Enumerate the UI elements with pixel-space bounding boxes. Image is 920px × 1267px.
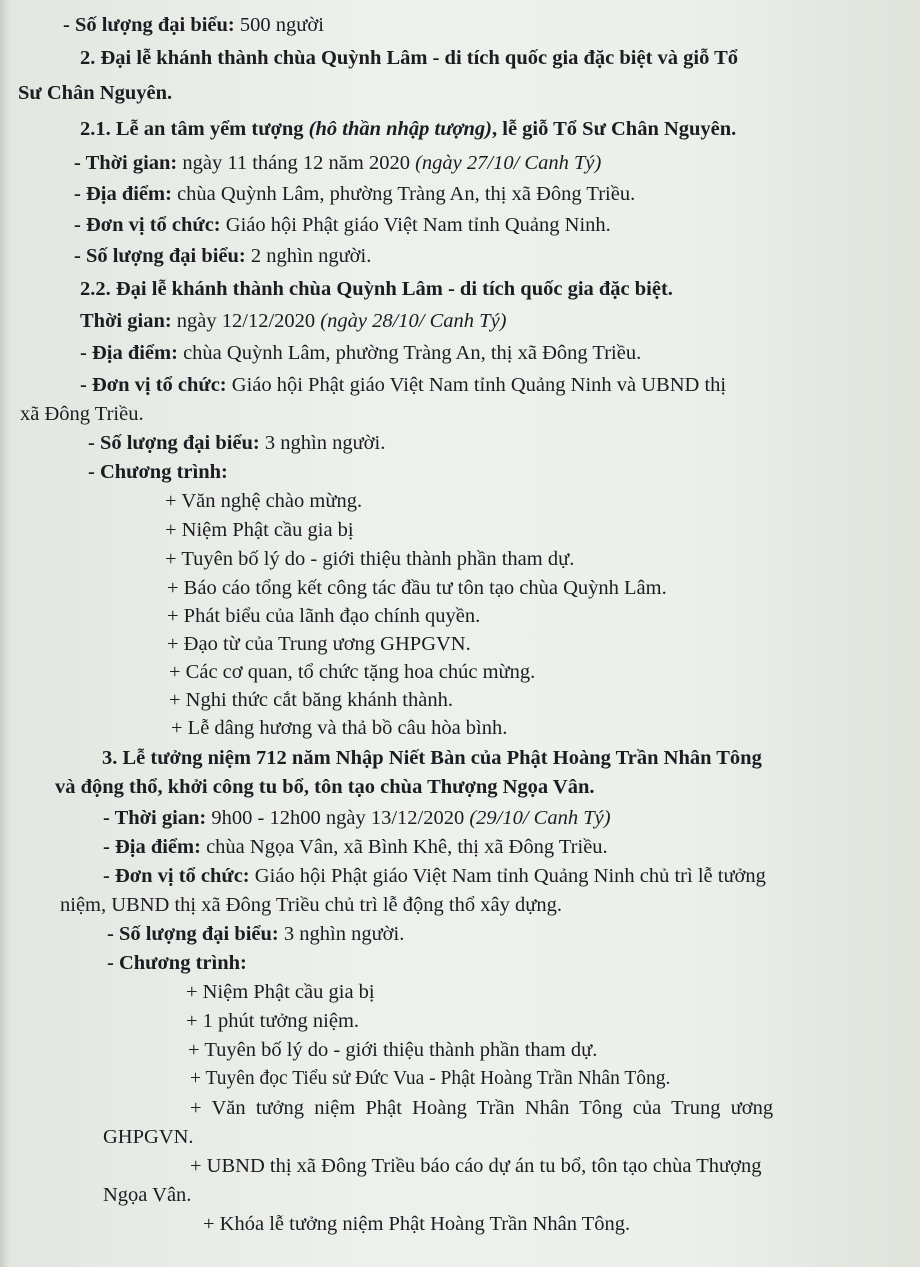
value: Giáo hội Phật giáo Việt Nam tỉnh Quảng Ninh chủ trì lễ tưởng — [254, 865, 766, 887]
label: - Địa điểm: — [80, 342, 184, 364]
s22-location — [80, 341, 641, 365]
s3-program-item-cont — [103, 1183, 191, 1207]
value: Giáo hội Phật giáo Việt Nam tỉnh Quảng Ninh. — [225, 214, 611, 236]
item-text: + Văn tưởng niệm Phật Hoàng Trần Nhân Tông của Trung ương — [190, 1097, 774, 1119]
item-text: + Lễ dâng hương và thả bồ câu hòa bình. — [171, 717, 508, 739]
value: 2 nghìn người. — [250, 245, 372, 267]
s22-program-label — [88, 460, 228, 484]
s21-location — [74, 182, 635, 206]
item-text: + Niệm Phật cầu gia bị — [186, 981, 375, 1003]
section-2-heading-cont — [18, 81, 172, 105]
lunar-date: (29/10/ Canh Tý) — [469, 807, 611, 829]
label: - Chương trình: — [88, 461, 228, 483]
s3-program-item — [186, 980, 375, 1004]
s22-program-item — [165, 518, 354, 542]
s22-organizer — [80, 373, 726, 397]
value: ngày 12/12/2020 — [176, 310, 321, 332]
value: ngày 11 tháng 12 năm 2020 — [182, 152, 416, 174]
s21-delegates — [74, 244, 371, 268]
s21-time — [74, 151, 601, 175]
section-2-2-heading — [80, 277, 673, 301]
item-text: + 1 phút tưởng niệm. — [186, 1010, 360, 1032]
heading-text: 2.1. Lễ an tâm yểm tượng — [80, 118, 309, 140]
item-text: GHPGVN. — [103, 1126, 194, 1148]
value: 500 người — [239, 14, 324, 36]
item-text: + Phát biểu của lãnh đạo chính quyền. — [167, 605, 481, 627]
s22-program-item — [171, 716, 507, 740]
label: - Thời gian: — [74, 152, 183, 174]
section-3-heading-cont — [55, 775, 595, 799]
item-text: + Niệm Phật cầu gia bị — [165, 519, 354, 541]
item-text: + Các cơ quan, tổ chức tặng hoa chúc mừng. — [169, 661, 536, 683]
lunar-date: (ngày 28/10/ Canh Tý) — [320, 310, 507, 332]
item-text: + Báo cáo tổng kết công tác đầu tư tôn tạo chùa Quỳnh Lâm. — [167, 577, 667, 599]
heading-text-end: , lễ giỗ Tổ Sư Chân Nguyên. — [492, 118, 737, 140]
heading-text: Sư Chân Nguyên. — [18, 82, 173, 104]
value: chùa Quỳnh Lâm, phường Tràng An, thị xã Đông Triều. — [183, 342, 642, 364]
s22-program-item — [167, 632, 471, 656]
label: - Đơn vị tổ chức: — [103, 865, 255, 887]
page-fold-shadow — [0, 0, 10, 1267]
lunar-date: (ngày 27/10/ Canh Tý) — [415, 152, 602, 174]
s3-organizer-cont — [60, 893, 562, 917]
s22-program-item — [165, 547, 574, 571]
item-text: + UBND thị xã Đông Triều báo cáo dự án tu bổ, tôn tạo chùa Thượng — [190, 1155, 762, 1177]
label: - Chương trình: — [107, 952, 247, 974]
label: - Số lượng đại biểu: — [74, 245, 251, 267]
heading-text: 3. Lễ tưởng niệm 712 năm Nhập Niết Bàn của Phật Hoàng Trần Nhân Tông — [102, 747, 762, 769]
s22-program-item — [167, 576, 667, 600]
item-text: Ngọa Vân. — [103, 1184, 192, 1206]
value: chùa Quỳnh Lâm, phường Tràng An, thị xã Đông Triều. — [177, 183, 636, 205]
s22-time — [80, 309, 507, 333]
item-text: + Tuyên bố lý do - giới thiệu thành phần tham dự. — [188, 1039, 598, 1061]
s3-time — [103, 806, 611, 830]
value: xã Đông Triều. — [20, 403, 144, 425]
label: - Đơn vị tổ chức: — [74, 214, 226, 236]
heading-text: 2. Đại lễ khánh thành chùa Quỳnh Lâm - di tích quốc gia đặc biệt và giỗ Tổ — [80, 47, 739, 69]
s22-organizer-cont — [20, 402, 144, 426]
value: 9h00 - 12h00 ngày 13/12/2020 — [211, 807, 470, 829]
item-text: + Khóa lễ tưởng niệm Phật Hoàng Trần Nhân Tông. — [203, 1213, 631, 1235]
heading-text: và động thổ, khởi công tu bổ, tôn tạo chùa Thượng Ngọa Vân. — [55, 776, 595, 798]
label: - Số lượng đại biểu: — [107, 923, 284, 945]
s3-program-item-cont — [103, 1125, 194, 1149]
item-text: + Tuyên bố lý do - giới thiệu thành phần tham dự. — [165, 548, 575, 570]
section-2-heading — [80, 46, 738, 70]
s21-organizer — [74, 213, 611, 237]
s3-location — [103, 835, 608, 859]
s3-delegates — [107, 922, 404, 946]
label: - Địa điểm: — [74, 183, 178, 205]
item-text: + Đạo từ của Trung ương GHPGVN. — [167, 633, 471, 655]
s3-program-item — [190, 1067, 670, 1091]
s3-program-item — [190, 1154, 762, 1178]
heading-italic: (hô thần nhập tượng) — [308, 118, 492, 140]
s3-program-item — [190, 1096, 773, 1120]
s22-delegates — [88, 431, 385, 455]
item-text: + Văn nghệ chào mừng. — [165, 490, 363, 512]
label: Thời gian: — [80, 310, 177, 332]
s3-program-item — [188, 1038, 597, 1062]
label: - Thời gian: — [103, 807, 212, 829]
s3-program-label — [107, 951, 247, 975]
s22-program-item — [169, 688, 453, 712]
item-text: + Tuyên đọc Tiểu sử Đức Vua - Phật Hoàng Trần Nhân Tông. — [190, 1068, 671, 1089]
label: - Địa điểm: — [103, 836, 207, 858]
s22-program-item — [165, 489, 362, 513]
value: chùa Ngọa Vân, xã Bình Khê, thị xã Đông Triều. — [206, 836, 608, 858]
value: 3 nghìn người. — [283, 923, 405, 945]
value: niệm, UBND thị xã Đông Triều chủ trì lễ động thổ xây dựng. — [60, 894, 562, 916]
heading-text: 2.2. Đại lễ khánh thành chùa Quỳnh Lâm - di tích quốc gia đặc biệt. — [80, 278, 673, 300]
label: - Số lượng đại biểu: — [88, 432, 265, 454]
section-3-heading — [102, 746, 762, 770]
value: 3 nghìn người. — [264, 432, 386, 454]
label: - Số lượng đại biểu: — [63, 14, 240, 36]
s22-program-item — [169, 660, 535, 684]
section-2-1-heading — [80, 117, 736, 141]
delegates-line-1 — [63, 13, 324, 37]
item-text: + Nghi thức cắt băng khánh thành. — [169, 689, 453, 711]
label: - Đơn vị tổ chức: — [80, 374, 232, 396]
s3-program-item — [186, 1009, 359, 1033]
value: Giáo hội Phật giáo Việt Nam tỉnh Quảng Ninh và UBND thị — [231, 374, 727, 396]
s22-program-item — [167, 604, 480, 628]
s3-organizer — [103, 864, 766, 888]
s3-program-item — [203, 1212, 630, 1236]
